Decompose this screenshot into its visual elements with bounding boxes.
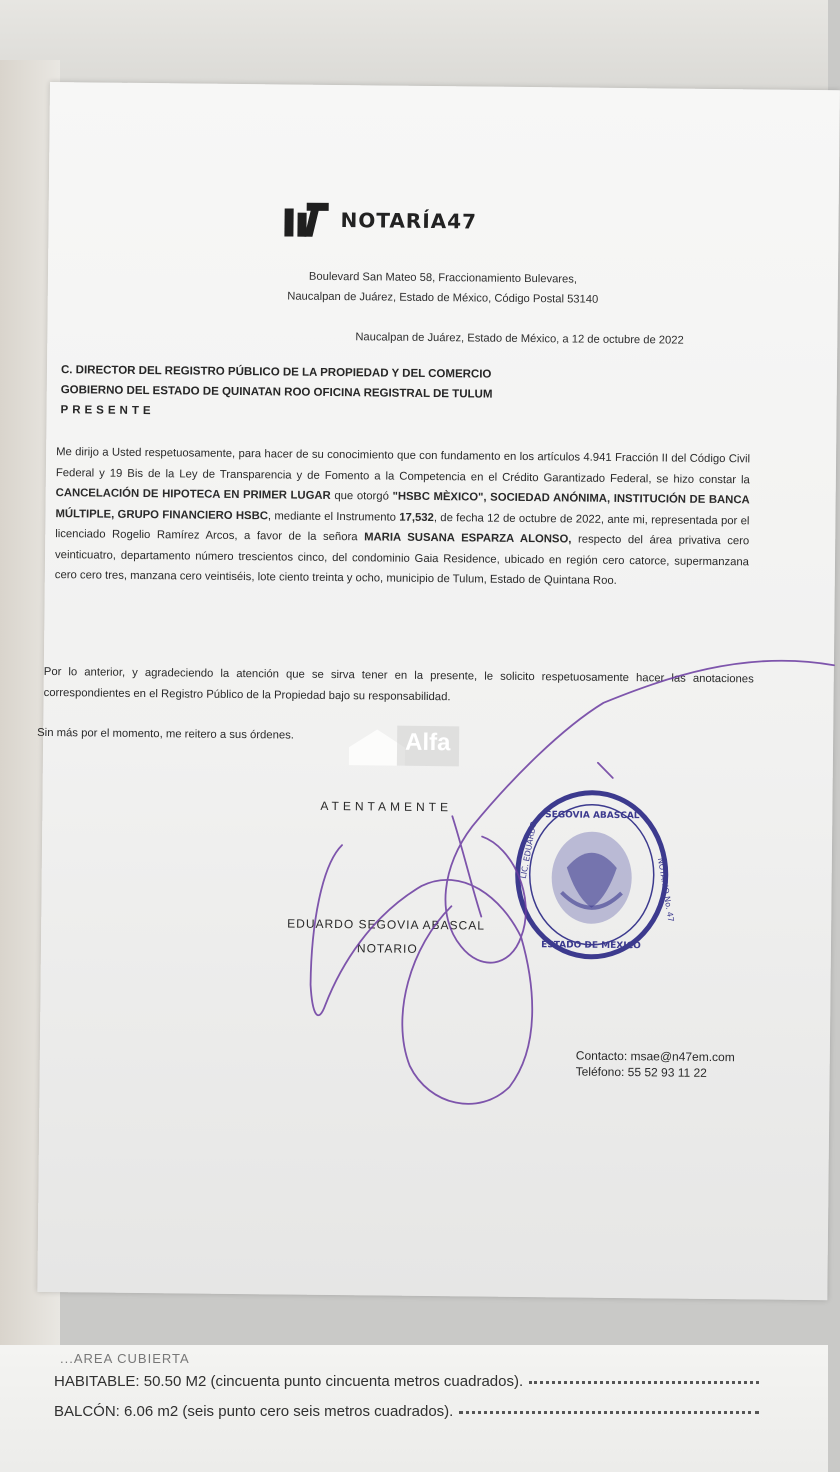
body-bold-cancelacion: CANCELACIÓN DE HIPOTECA EN PRIMER LUGAR xyxy=(55,487,331,502)
next-page-strip xyxy=(0,1345,828,1472)
letter-date: Naucalpan de Juárez, Estado de México, a 12 de octubre de 2022 xyxy=(355,331,684,347)
notary-name: EDUARDO SEGOVIA ABASCAL xyxy=(287,916,485,933)
letter-body-paragraph-2: Por lo anterior, y agradeciendo la atención que se sirva tener en la presente, le solicito respetuosamente hacer las anotaciones correspondientes en el Registro Público de la Propiedad bajo su responsabilidad. xyxy=(43,665,754,703)
notaria-logo xyxy=(284,202,477,238)
alfa-watermark xyxy=(347,725,459,766)
notary-title: NOTARIO xyxy=(356,941,418,956)
dotted-fill xyxy=(459,1411,759,1414)
body-bold-beneficiary: MARIA SUSANA ESPARZA ALONSO, xyxy=(364,531,572,546)
notaria-brand: NOTARÍA47 xyxy=(340,208,478,234)
closing-line: Sin más por el momento, me reitero a sus órdenes. xyxy=(37,726,295,742)
svg-text:SEGOVIA ABASCAL: SEGOVIA ABASCAL xyxy=(545,810,640,822)
contact-phone: Teléfono: 55 52 93 11 22 xyxy=(575,1064,707,1080)
recipient-presente: PRESENTE xyxy=(60,404,155,418)
notaria-logo-icon xyxy=(284,202,328,236)
balcon-line xyxy=(54,1403,759,1420)
habitable-text: HABITABLE: 50.50 M2 (cincuenta punto cincuenta metros cuadrados). xyxy=(54,1373,524,1390)
body-text-segment: respecto del área privativa cero veinticuatro, departamento número trescientos cinco, del condominio Gaia Residence, ubicado en región cero catorce, supermanzana cero cero tres, manzana cero veintiséis, lote ciento treinta y ocho, municipio de Tulum, Estado de Quintana Roo. xyxy=(54,533,750,587)
svg-text:NOTARIO No. 47: NOTARIO No. 47 xyxy=(655,857,676,923)
contact-email: Contacto: msae@n47em.com xyxy=(575,1048,735,1065)
letter-body-paragraph-1 xyxy=(55,442,750,593)
address-line-1: Boulevard San Mateo 58, Fraccionamiento Bulevares, xyxy=(308,270,578,286)
dotted-fill xyxy=(529,1381,759,1384)
address-line-2: Naucalpan de Juárez, Estado de México, Código Postal 53140 xyxy=(287,290,599,306)
balcon-text: BALCÓN: 6.06 m2 (seis punto cero seis metros cuadrados). xyxy=(54,1403,454,1420)
notary-seal xyxy=(511,787,676,964)
body-text-segment: , de fecha 12 de octubre de 2022, ante mi, representada por el licenciado Rogelio Ramírez Arcos, a favor de la señora xyxy=(55,511,750,544)
contact-block xyxy=(576,1048,735,1082)
alfa-watermark-text: Alfa xyxy=(404,728,451,757)
body-bold-instrument: 17,532 xyxy=(399,511,434,524)
body-text-segment: que otorgó xyxy=(330,489,393,503)
habitable-line xyxy=(54,1373,759,1390)
svg-text:ESTADO DE MÉXICO: ESTADO DE MÉXICO xyxy=(541,940,641,952)
recipient-line-1: C. DIRECTOR DEL REGISTRO PÚBLICO DE LA PROPIEDAD Y DEL COMERCIO xyxy=(60,364,492,381)
svg-text:LIC. EDUARDO: LIC. EDUARDO xyxy=(518,820,539,880)
body-text-segment: Me dirijo a Usted respetuosamente, para hacer de su conocimiento que con fundamento en los artículos 4.941 Fracción II del Código Civil Federal y 19 Bis de la Ley de Transparencia y de Fomento a la Competencia en el Crédito Garantizado Federal, se hizo constar la xyxy=(55,446,751,486)
body-text-segment: , mediante el Instrumento xyxy=(267,509,400,524)
recipient-line-2: GOBIERNO DEL ESTADO DE QUINATAN ROO OFICINA REGISTRAL DE TULUM xyxy=(60,384,493,401)
sign-off: ATENTAMENTE xyxy=(320,798,453,815)
recipient-block xyxy=(60,360,492,425)
next-page-faded-header: ...AREA CUBIERTA xyxy=(60,1351,190,1366)
body-bold-bank: "HSBC MÈXICO", SOCIEDAD ANÓNIMA, INSTITUCIÓN DE BANCA MÚLTIPLE, GRUPO FINANCIERO HSBC xyxy=(55,490,750,522)
letter-page xyxy=(37,82,840,1300)
